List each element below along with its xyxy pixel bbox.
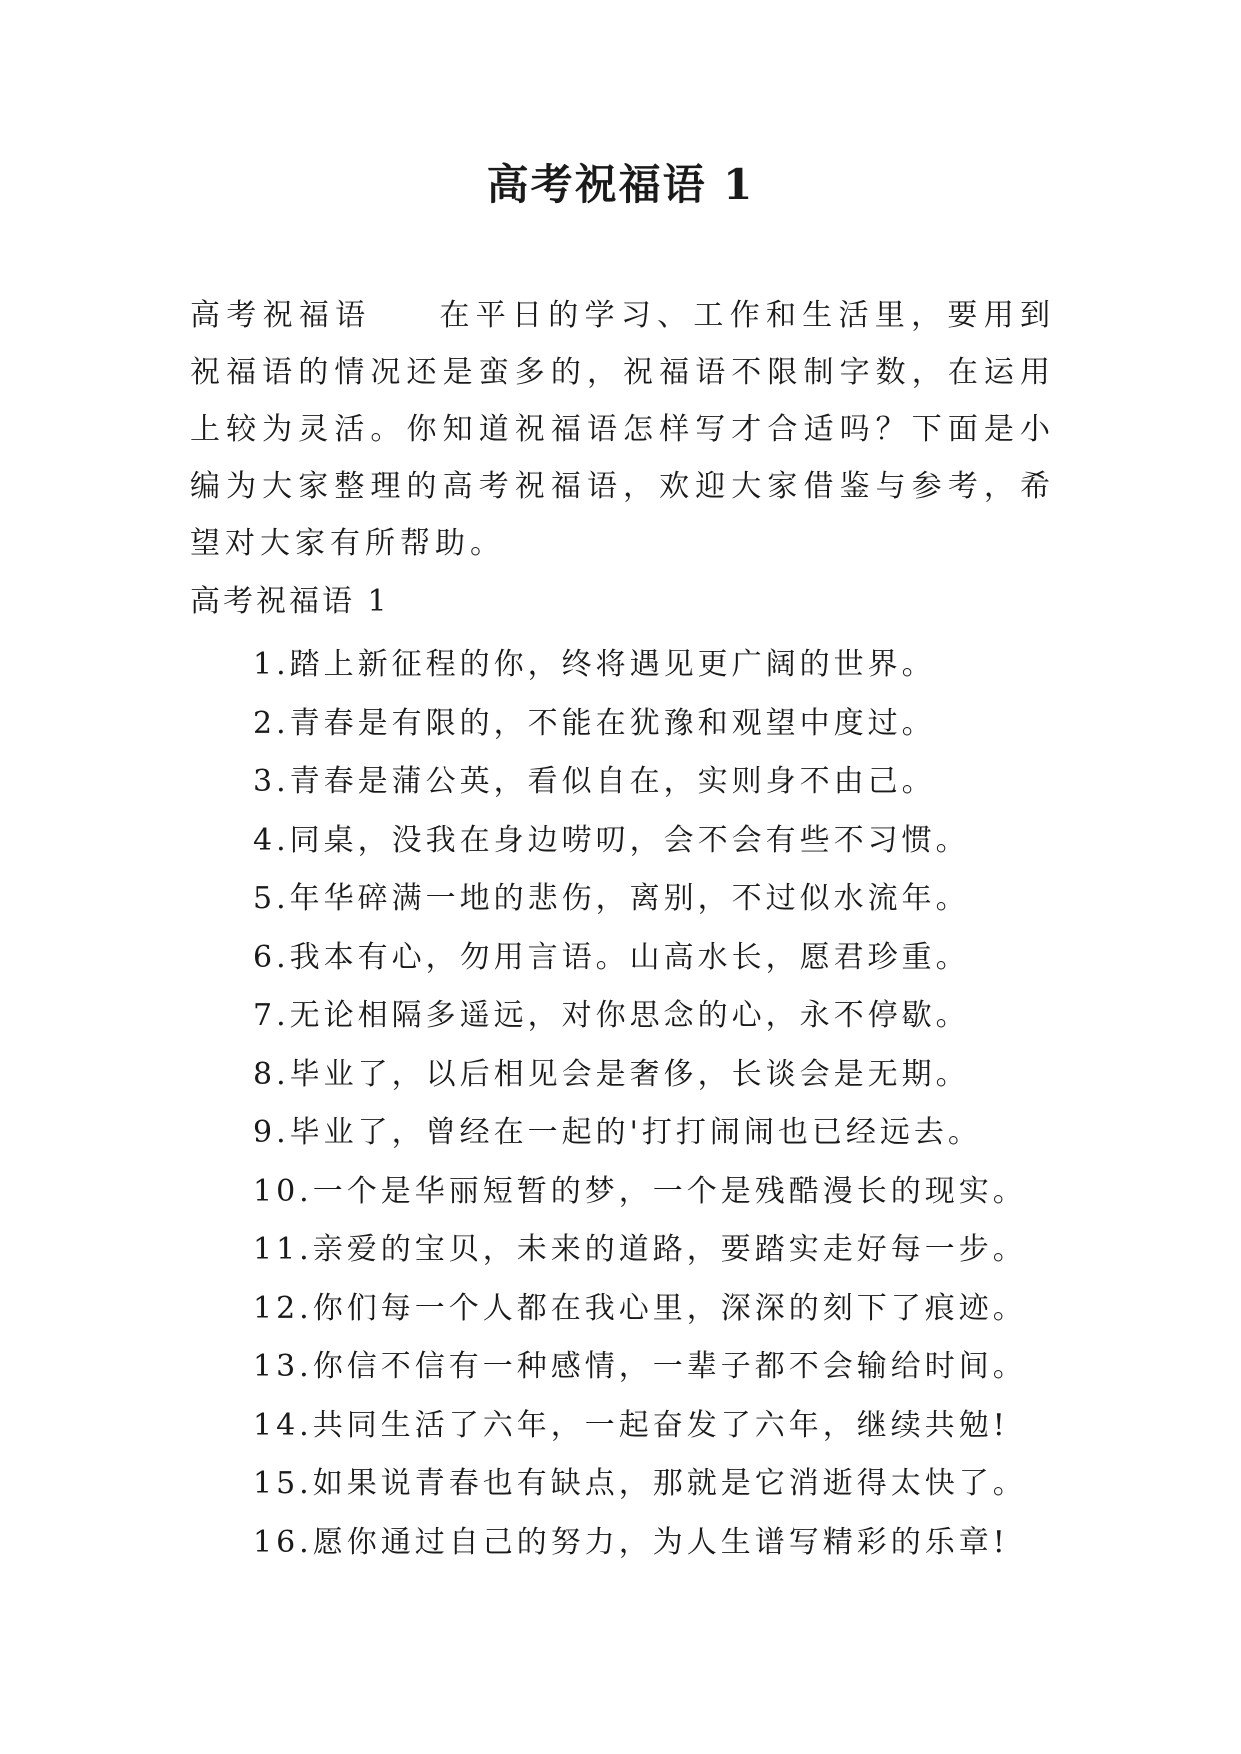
document-title: 高考祝福语 1 (486, 160, 755, 209)
wish-item: 15.如果说青春也有缺点，那就是它消逝得太快了。 (253, 1466, 1027, 1501)
wish-item: 5.年华碎满一地的悲伤，离别，不过似水流年。 (253, 881, 970, 916)
wish-list (253, 636, 1027, 1572)
wish-item: 12.你们每一个人都在我心里，深深的刻下了痕迹。 (253, 1290, 1027, 1326)
wish-item: 1.踏上新征程的你，终将遇见更广阔的世界。 (253, 647, 936, 682)
wish-item: 3.青春是蒲公英，看似自在，实则身不由己。 (253, 764, 936, 799)
wish-item: 16.愿你通过自己的努力，为人生谱写精彩的乐章! (253, 1524, 1009, 1560)
wish-item: 7.无论相隔多遥远，对你思念的心，永不停歇。 (253, 998, 970, 1033)
wish-item: 2.青春是有限的，不能在犹豫和观望中度过。 (253, 705, 936, 741)
wish-item: 10.一个是华丽短暂的梦，一个是残酷漫长的现实。 (253, 1173, 1027, 1209)
wish-item: 11.亲爱的宝贝，未来的道路，要踏实走好每一步。 (253, 1232, 1027, 1267)
wish-item: 4.同桌，没我在身边唠叨，会不会有些不习惯。 (253, 822, 970, 858)
wish-item: 9.毕业了，曾经在一起的'打打闹闹也已经远去。 (253, 1115, 982, 1150)
wish-item: 14.共同生活了六年，一起奋发了六年，继续共勉! (253, 1407, 1009, 1443)
intro-paragraph (190, 287, 1055, 572)
wish-item: 8.毕业了，以后相见会是奢侈，长谈会是无期。 (253, 1056, 970, 1092)
section-heading: 高考祝福语 1 (190, 584, 390, 619)
wish-item: 6.我本有心，勿用言语。山高水长，愿君珍重。 (253, 939, 970, 975)
intro-lead: 高考祝福语 (190, 298, 372, 333)
wish-item: 13.你信不信有一种感情，一辈子都不会输给时间。 (253, 1349, 1027, 1384)
intro-text: 在平日的学习、工作和生活里，要用到祝福语的情况还是蛮多的，祝福语不限制字数，在运用上较为灵活。你知道祝福语怎样写才合适吗？下面是小编为大家整理的高考祝福语，欢迎大家借鉴与参考，希望对大家有所帮助。 (190, 298, 1056, 561)
